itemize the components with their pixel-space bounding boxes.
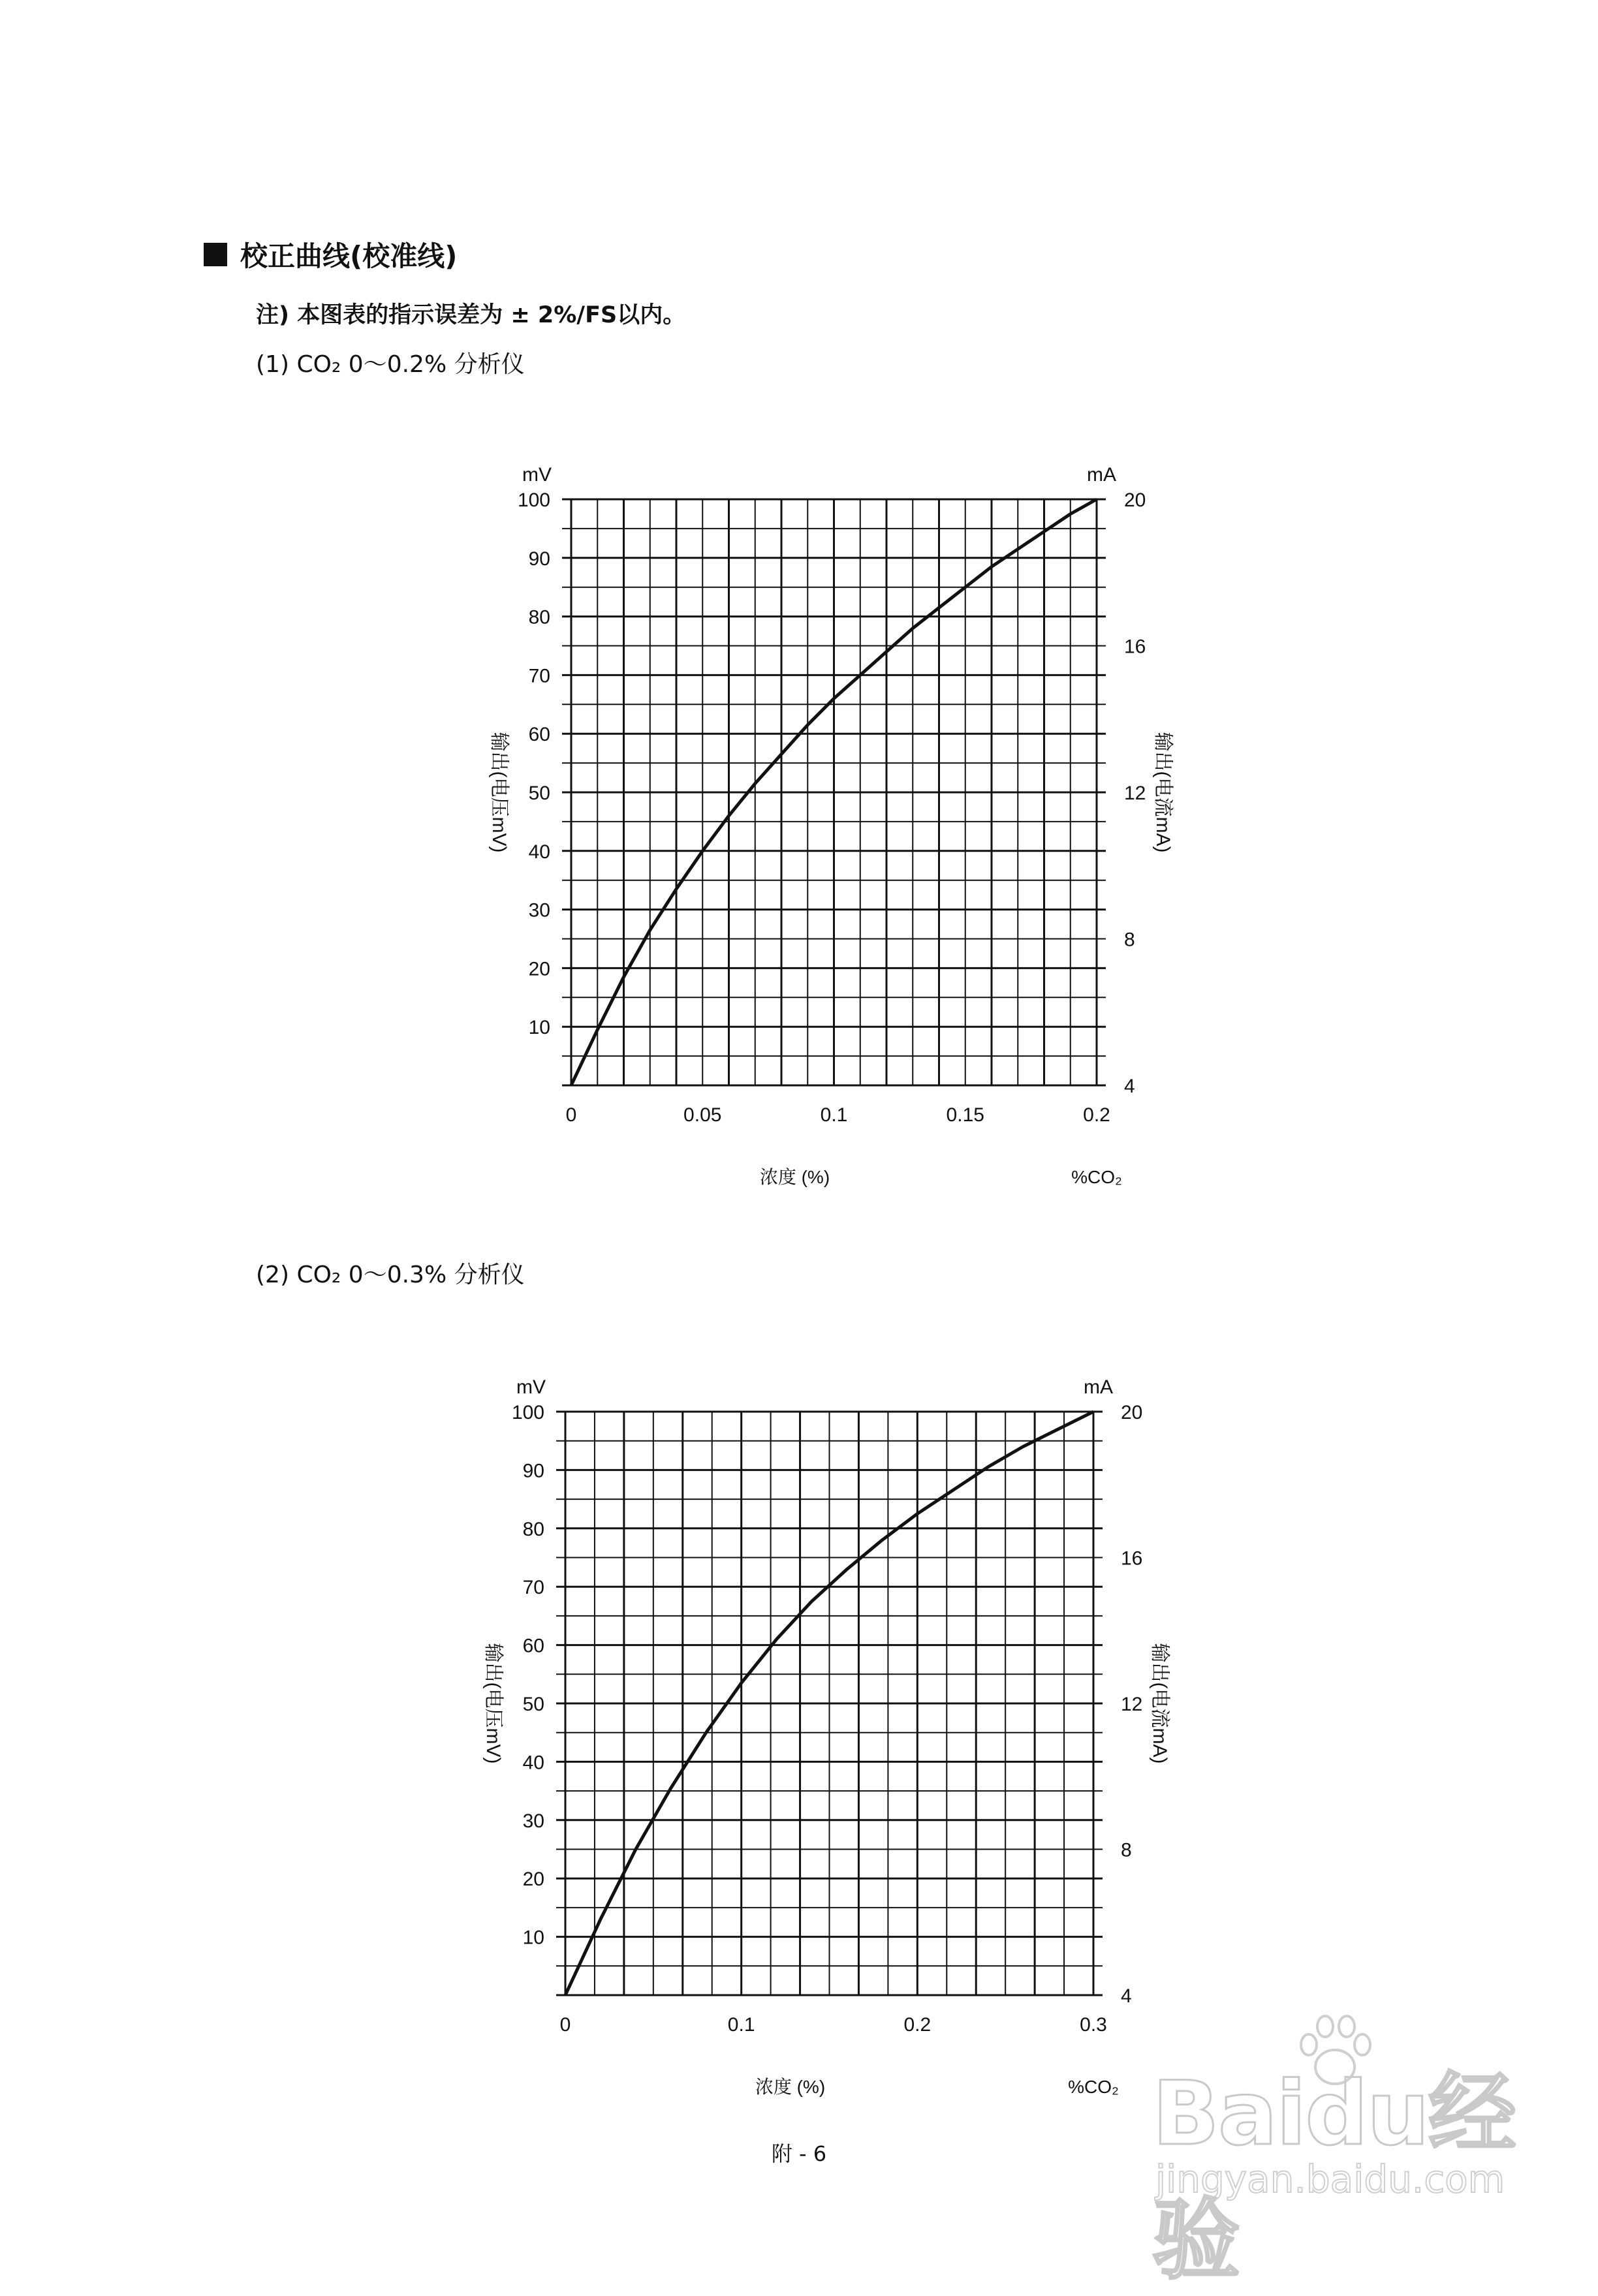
x-tick-label: 0.05 <box>683 1104 722 1126</box>
y-right-tick-label: 4 <box>1124 1076 1135 1097</box>
y-right-tick-label: 8 <box>1124 929 1135 951</box>
x-tick-label: 0.2 <box>903 2014 932 2036</box>
page-number: 附 - 6 <box>771 2141 827 2166</box>
watermark-url: jingyan.baidu.com <box>1155 2157 1505 2201</box>
y-tick-label: 20 <box>528 958 550 980</box>
y-tick-label: 100 <box>517 489 550 511</box>
y-tick-label: 70 <box>522 1577 544 1599</box>
y-tick-label: 60 <box>522 1635 544 1657</box>
watermark-brand: Baidu经验 <box>1152 2062 1516 2291</box>
y-left-unit: mV <box>516 1376 546 1398</box>
y-tick-label: 10 <box>522 1927 544 1949</box>
y-right-unit: mA <box>1084 1376 1113 1398</box>
x-tick-label: 0.1 <box>727 2014 755 2036</box>
y-tick-label: 80 <box>528 606 550 628</box>
y-tick-label: 100 <box>511 1402 544 1423</box>
y-right-tick-label: 20 <box>1124 489 1146 511</box>
y-tick-label: 50 <box>528 783 550 804</box>
y-tick-label: 30 <box>522 1810 544 1832</box>
y-tick-label: 10 <box>528 1017 550 1039</box>
y-left-axis-title: 输出(电压mV) <box>488 732 510 853</box>
y-tick-label: 40 <box>522 1752 544 1774</box>
x-tick-label: 0.15 <box>946 1104 984 1126</box>
note-text: 注) 本图表的指示误差为 ± 2%/FS以内。 <box>256 302 686 328</box>
x-tick-label: 0.2 <box>1083 1104 1110 1126</box>
y-right-axis-title: 输出(电流mA) <box>1152 732 1174 853</box>
y-right-tick-label: 16 <box>1121 1547 1143 1570</box>
chart1-caption: (1) CO₂ 0～0.2% 分析仪 <box>256 351 525 378</box>
x-tick-label: 0.1 <box>820 1104 848 1126</box>
x-unit-label: %CO₂ <box>1068 2077 1119 2097</box>
y-right-tick-label: 12 <box>1124 783 1146 804</box>
x-tick-label: 0.3 <box>1080 2014 1107 2036</box>
x-tick-label: 0 <box>559 2014 571 2036</box>
y-right-tick-label: 4 <box>1121 1985 1132 2007</box>
y-right-axis-title: 输出(电流mA) <box>1149 1643 1170 1764</box>
y-right-tick-label: 12 <box>1121 1694 1143 1715</box>
x-axis-title: 浓度 (%) <box>759 1167 830 1187</box>
y-tick-label: 70 <box>528 665 550 687</box>
y-right-tick-label: 8 <box>1121 1839 1132 1861</box>
y-right-tick-label: 20 <box>1121 1402 1143 1423</box>
chart2-caption: (2) CO₂ 0～0.3% 分析仪 <box>256 1262 525 1288</box>
x-unit-label: %CO₂ <box>1071 1167 1122 1187</box>
section-title: 校正曲线(校准线) <box>240 240 458 272</box>
y-right-unit: mA <box>1087 464 1116 486</box>
y-tick-label: 90 <box>522 1460 544 1482</box>
x-axis-title: 浓度 (%) <box>755 2077 826 2097</box>
y-tick-label: 30 <box>528 899 550 922</box>
y-tick-label: 50 <box>522 1694 544 1715</box>
y-tick-label: 40 <box>528 841 550 863</box>
x-tick-label: 0 <box>565 1104 577 1126</box>
y-tick-label: 60 <box>528 724 550 746</box>
y-right-tick-label: 16 <box>1124 636 1146 658</box>
y-left-axis-title: 输出(电压mV) <box>482 1643 504 1764</box>
y-tick-label: 80 <box>522 1518 544 1540</box>
y-tick-label: 20 <box>522 1869 544 1891</box>
y-tick-label: 90 <box>528 548 550 570</box>
y-left-unit: mV <box>522 464 552 486</box>
